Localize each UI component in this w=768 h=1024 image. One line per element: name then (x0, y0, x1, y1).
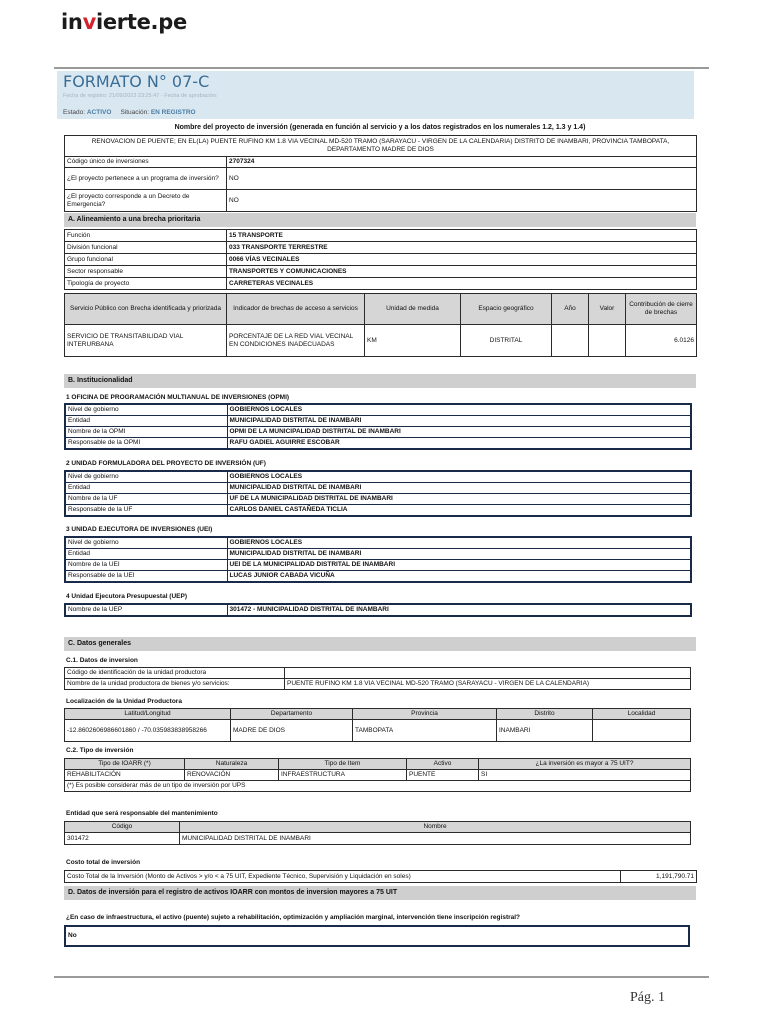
opmi-title: 1 OFICINA DE PROGRAMACIÓN MULTIANUAL DE INVERSIONES (OPMI) (66, 394, 290, 401)
section-d-title: D. Datos de inversión para el registro de activos IOARR con montos de inversion mayores a 75 UIT (64, 886, 696, 900)
c2-title: C.2. Tipo de inversión (66, 747, 134, 754)
contribucion-value: 6.0126 (626, 325, 697, 357)
c1-table: Código de identificación de la unidad productora Nombre de la unidad productora de bienes y/o servicios: PUENTE RUFINO KM 1.8 VIA VECINAL MD-520 TRAMO (SARAYACU - VIRGEN DE LA CALENDARIA) (64, 667, 691, 690)
c1-title: C.1. Datos de inversion (66, 657, 138, 664)
uf-table: Nivel de gobierno GOBIERNOS LOCALES Entidad MUNICIPALIDAD DISTRITAL DE INAMBARI Nombre de la UF UF DE LA MUNICIPALIDAD DISTRITAL DE INAMBARI Responsable de la UF CARLOS DANIEL CASTAÑEDA TICLIA (64, 470, 692, 517)
top-divider (54, 67, 709, 69)
section-c-title: C. Datos generales (64, 637, 696, 651)
costo-table: Costo Total de la Inversión (Monto de Activos > y/o < a 75 UIT, Expediente Técnico, Supervisión y Liquidación en soles) 1,191,790.71 (64, 870, 697, 883)
project-name: RENOVACION DE PUENTE; EN EL(LA) PUENTE RUFINO KM 1.8 VIA VECINAL MD-520 TRAMO (SARAYACU - VIRGEN DE LA CALENDARIA) DISTRITO DE INAMBARI, PROVINCIA TAMBOPATA, DEPARTAMENTO MADRE DE DIOS (65, 136, 697, 157)
opmi-table: Nivel de gobierno GOBIERNOS LOCALES Entidad MUNICIPALIDAD DISTRITAL DE INAMBARI Nombre de la OPMI OPMI DE LA MUNICIPALIDAD DISTRITAL DE INAMBARI Responsable de la OPMI RAFU GADIEL AGUIRRE ESCOBAR (64, 403, 692, 450)
section-d-question: ¿En caso de infraestructura, el activo (puente) sujeto a rehabilitación, optimización y ampliación marginal, intervención tiene inscripción registral? (66, 914, 521, 921)
brecha-table: Servicio Público con Brecha identificada y priorizada Indicador de brechas de acceso a servicios Unidad de medida Espacio geográfico Año Valor Contribución de cierre de brechas SERVICIO DE TRANSITABILIDAD VIAL INTERURBANA PORCENTAJE DE LA RED VIAL VECINAL EN CONDICIONES INADECUADAS KM DISTRITAL 6.0126 (64, 293, 697, 357)
page-number: Pág. 1 (630, 990, 665, 1005)
mantenimiento-table: Código Nombre 301472 MUNICIPALIDAD DISTRITAL DE INAMBARI (64, 821, 691, 845)
situacion-value: EN REGISTRO (150, 109, 196, 116)
project-table: RENOVACION DE PUENTE; EN EL(LA) PUENTE RUFINO KM 1.8 VIA VECINAL MD-520 TRAMO (SARAYACU - VIRGEN DE LA CALENDARIA) DISTRITO DE INAMBARI, PROVINCIA TAMBOPATA, DEPARTAMENTO MADRE DE DIOS Código único de inversiones 2707324 ¿El proyecto pertenece a un programa de inversión? NO ¿El proyecto corresponde a un Decreto de Emergencia? NO (64, 135, 697, 212)
invierte-logo: invierte.pe (61, 10, 187, 34)
uep-table: Nombre de la UEP 301472 - MUNICIPALIDAD DISTRITAL DE INAMBARI (64, 603, 692, 617)
c2-table: Tipo de IOARR (*) Naturaleza Tipo de Item Activo ¿La inversión es mayor a 75 UIT? REHABILITACIÓN RENOVACIÓN INFRAESTRUCTURA PUENTE SI (*) Es posible considerar más de un tipo de inversión por UPS (64, 758, 691, 792)
localizacion-title: Localización de la Unidad Productora (66, 698, 182, 705)
uf-title: 2 UNIDAD FORMULADORA DEL PROYECTO DE INVERSIÓN (UF) (66, 460, 266, 467)
status-line: Estado: ACTIVO Situación: EN REGISTRO (63, 109, 196, 116)
localizacion-table: Latitud/Longitud Departamento Provincia Distrito Localidad -12.8602606986601860 / -70.035983838958266 MADRE DE DIOS TAMBOPATA INAMBARI (64, 708, 691, 742)
costo-title: Costo total de inversión (66, 859, 141, 866)
costo-total-value: 1,191,790.71 (621, 871, 697, 883)
section-d-answer-table (64, 925, 690, 947)
uei-table: Nivel de gobierno GOBIERNOS LOCALES Entidad MUNICIPALIDAD DISTRITAL DE INAMBARI Nombre de la UEI UEI DE LA MUNICIPALIDAD DISTRITAL DE INAMBARI Responsable de la UEI LUCAS JUNIOR CABADA VICUÑA (64, 536, 692, 583)
cui-value: 2707324 (227, 157, 697, 168)
uei-title: 3 UNIDAD EJECUTORA DE INVERSIONES (UEI) (66, 526, 213, 533)
form-title: FORMATO N° 07-C (63, 72, 210, 91)
section-a-table: Función 15 TRANSPORTE División funcional 033 TRANSPORTE TERRESTRE Grupo funcional 0066 VÍAS VECINALES Sector responsable TRANSPORTES Y COMUNICACIONES Tipología de proyecto CARRETERAS VECINALES (64, 229, 697, 290)
project-heading: Nombre del proyecto de inversión (generada en función al servicio y a los datos registrados en los numerales 1.2, 1.3 y 1.4) (174, 124, 586, 131)
mantenimiento-title: Entidad que será responsable del mantenimiento (66, 810, 218, 817)
uep-title: 4 Unidad Ejecutora Presupuestal (UEP) (66, 593, 188, 600)
c2-note: (*) Es posible considerar más de un tipo de inversión por UPS (65, 781, 691, 792)
registration-dates: Fecha de registro: 21/09/2023 23:25:47 - Fecha de aprobación: (63, 93, 218, 99)
section-d-answer: No (65, 926, 689, 946)
section-b-title: B. Institucionalidad (64, 374, 696, 388)
bottom-divider (54, 976, 709, 978)
estado-value: ACTIVO (86, 109, 112, 116)
section-a-title: A. Alineamiento a una brecha prioritaria (64, 213, 696, 227)
